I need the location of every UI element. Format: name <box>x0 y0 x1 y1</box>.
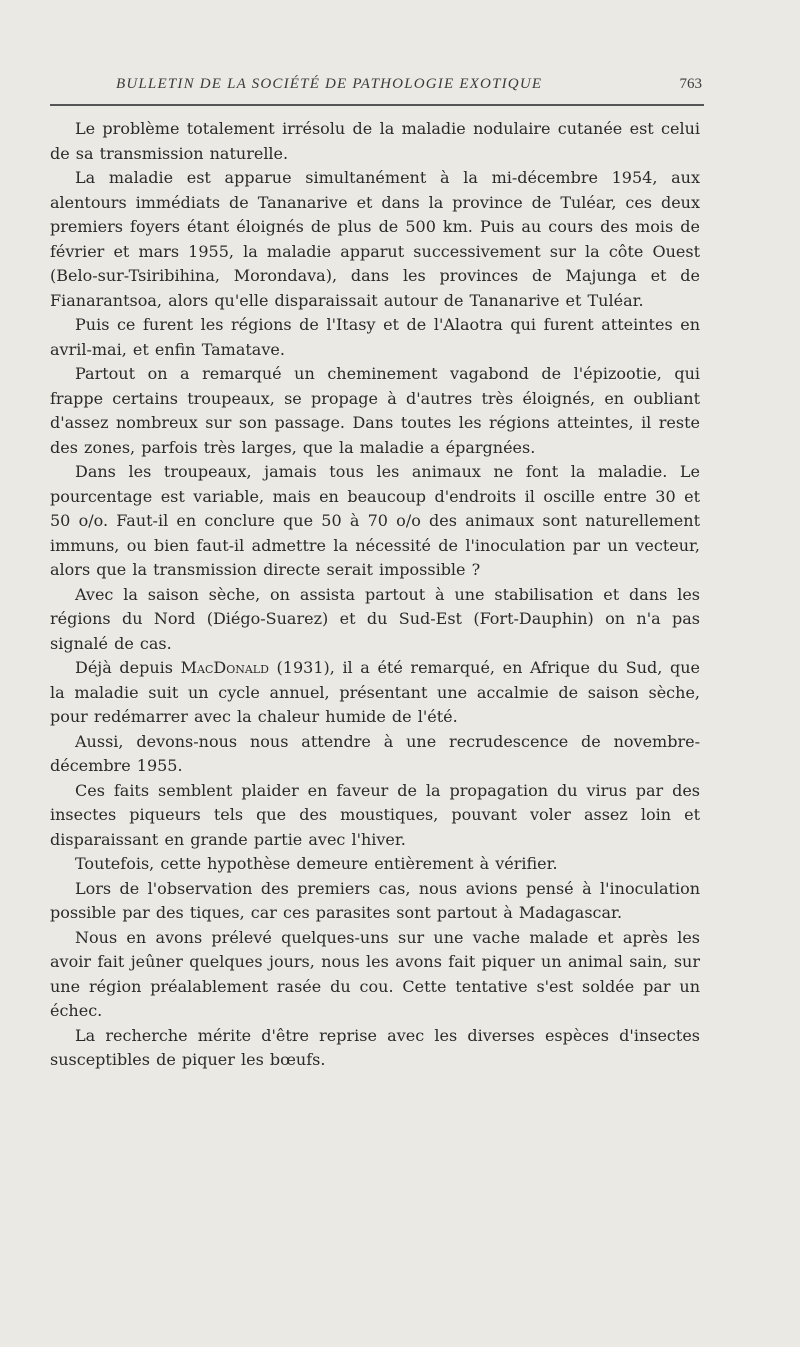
paragraph: Avec la saison sèche, on assista partout à une stabilisation et dans les régions du Nord (Diégo-Suarez) et du Sud-Est (Fort-Dauphin) on n'a pas signalé de cas. <box>50 584 700 653</box>
paragraph-text: (1931), il a été remarqué, en Afrique du Sud, que la maladie suit un cycle annuel, présentant une accalmie de saison sèche, pour redémarrer avec la chaleur humide de l'été. <box>50 658 700 726</box>
paragraph: Ces faits semblent plaider en faveur de la propagation du virus par des insectes piqueurs tels que des moustiques, pouvant voler assez loin et disparaissant en grande partie avec l'hiver. <box>50 780 700 849</box>
running-header <box>50 74 702 104</box>
paragraph-with-citation <box>50 656 700 730</box>
header-rule <box>50 104 704 106</box>
journal-title: BULLETIN DE LA SOCIÉTÉ DE PATHOLOGIE EXOTIQUE <box>116 76 543 92</box>
paragraph: Le problème totalement irrésolu de la maladie nodulaire cutanée est celui de sa transmission naturelle. <box>50 119 700 163</box>
paragraph: La recherche mérite d'être reprise avec les diverses espèces d'insectes susceptibles de piquer les bœufs. <box>50 1025 700 1069</box>
article-body <box>50 117 700 1073</box>
paragraph: Lors de l'observation des premiers cas, nous avions pensé à l'inoculation possible par des tiques, car ces parasites sont partout à Madagascar. <box>50 878 700 922</box>
paragraph: Partout on a remarqué un cheminement vagabond de l'épizootie, qui frappe certains troupeaux, se propage à d'autres très éloignés, en oubliant d'assez nombreux sur son passage. Dans toutes les régions atteintes, il reste des zones, parfois très larges, que la maladie a épargnées. <box>50 364 700 457</box>
cited-author: MacDonald <box>180 658 269 677</box>
paragraph: Aussi, devons-nous nous attendre à une recrudescence de novembre-décembre 1955. <box>50 731 700 775</box>
paragraph: Nous en avons prélevé quelques-uns sur une vache malade et après les avoir fait jeûner quelques jours, nous les avons fait piquer un animal sain, sur une région préalablement rasée du cou. Cette tentative s'est soldée par un échec. <box>50 927 700 1020</box>
paragraph: Toutefois, cette hypothèse demeure entièrement à vérifier. <box>75 854 558 873</box>
paragraph: Puis ce furent les régions de l'Itasy et de l'Alaotra qui furent atteintes en avril-mai, et enfin Tamatave. <box>50 315 700 359</box>
paragraph-text: Déjà depuis <box>75 658 181 677</box>
paragraph: La maladie est apparue simultanément à la mi-décembre 1954, aux alentours immédiats de Tananarive et dans la province de Tuléar, ces deux premiers foyers étant éloignés de plus de 500 km. Puis au cours des mois de février et mars 1955, la maladie apparut successivement sur la côte Ouest (Belo-sur-Tsiribihina, Morondava), dans les provinces de Majunga et de Fianarantsoa, alors qu'elle disparaissait autour de Tananarive et Tuléar. <box>50 168 700 310</box>
paragraph: Dans les troupeaux, jamais tous les animaux ne font la maladie. Le pourcentage est variable, mais en beaucoup d'endroits il oscille entre 30 et 50 o/o. Faut-il en conclure que 50 à 70 o/o des animaux sont naturellement immuns, ou bien faut-il admettre la nécessité de l'inoculation par un vecteur, alors que la transmission directe serait impossible ? <box>50 462 700 579</box>
page-number: 763 <box>679 76 702 92</box>
